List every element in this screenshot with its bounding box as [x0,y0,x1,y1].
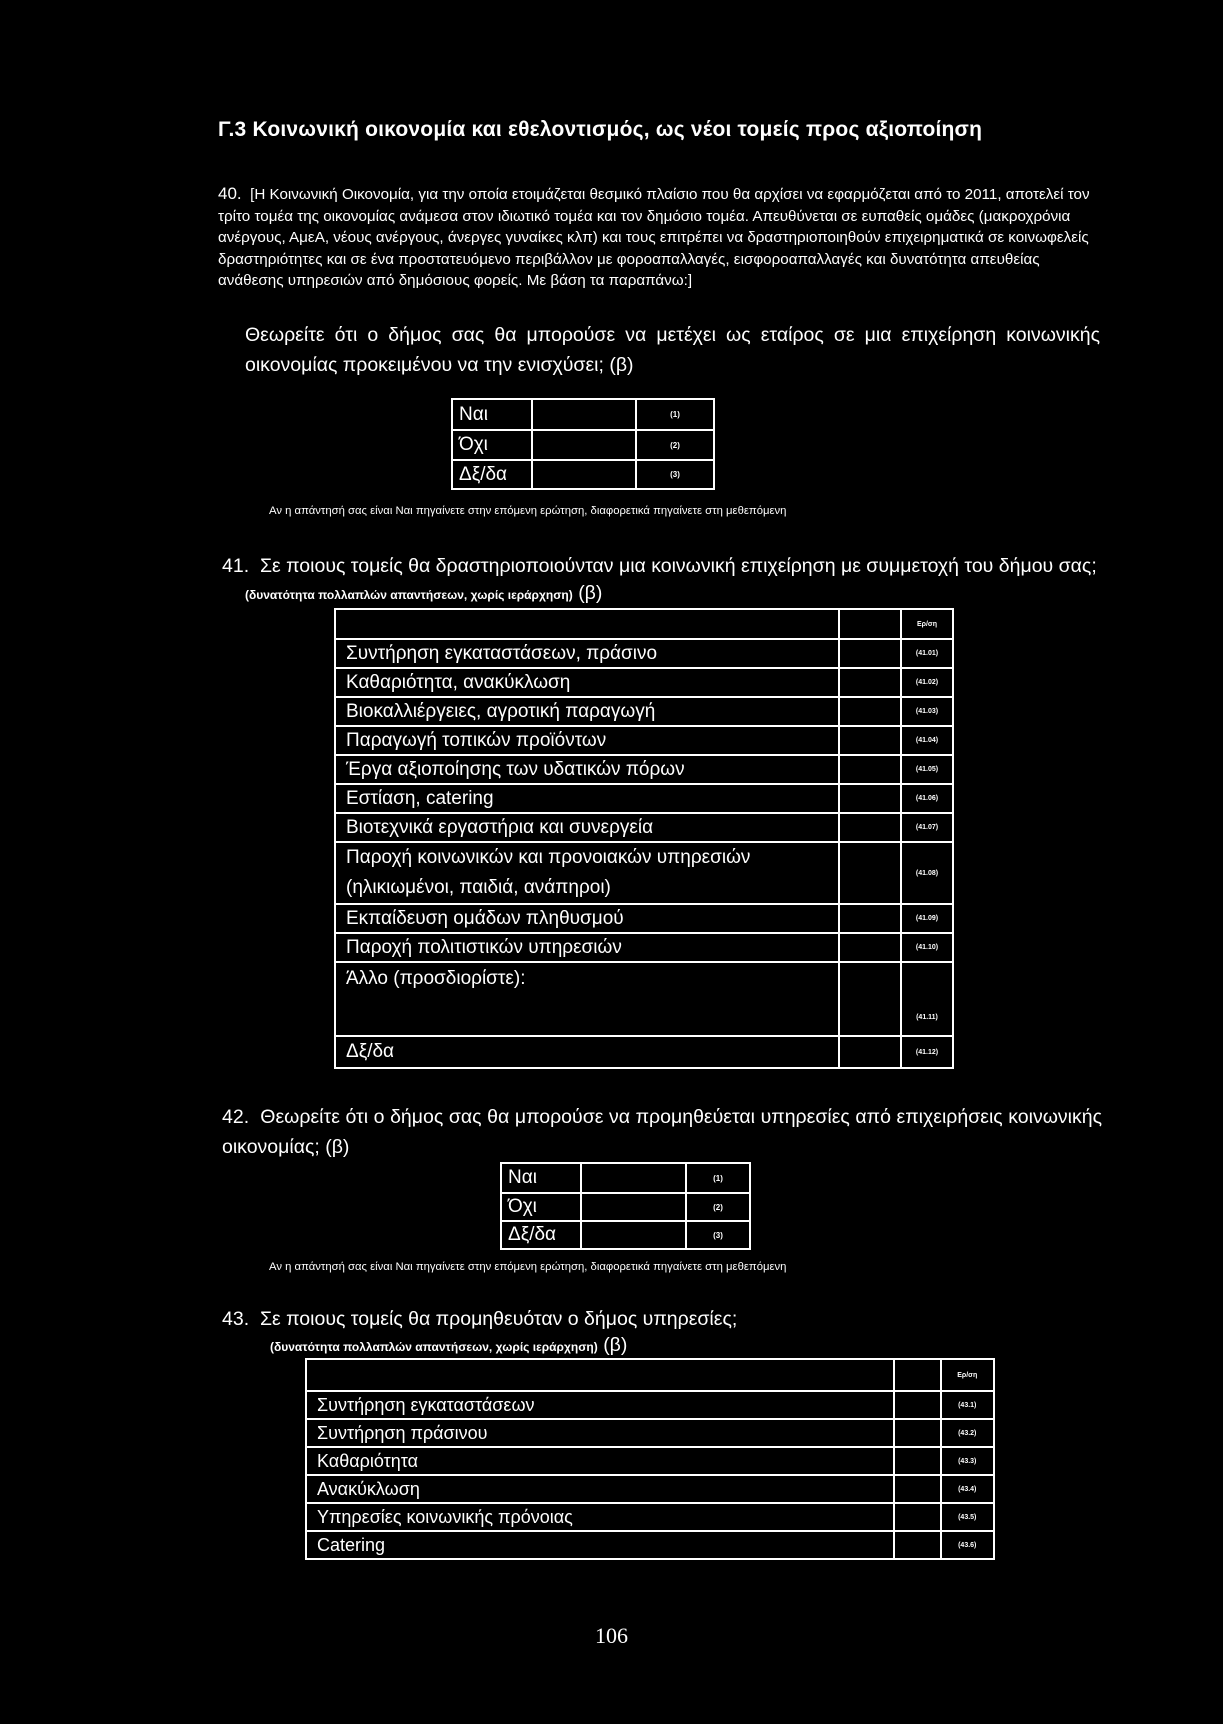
q43-row-label: Υπηρεσίες κοινωνικής πρόνοιας [306,1503,894,1531]
q43-header: Ερ/ση [941,1359,995,1391]
q42-option-row [501,1163,750,1193]
q40-option-box[interactable] [532,399,636,430]
q43-suffix: (β) [603,1334,628,1356]
q40-option-row [452,430,714,460]
q41-row-box[interactable] [839,784,901,813]
q43-row-box[interactable] [894,1503,940,1531]
q43-row [306,1475,994,1503]
q41-row-label: Παροχή πολιτιστικών υπηρεσιών [335,933,839,962]
q40-question: Θεωρείτε ότι ο δήμος σας θα μπορούσε να μετέχει ως εταίρος σε μια επιχείρηση κοινωνικής οικονομίας προκειμένου να την ενισχύσει; (β) [245,324,1100,376]
q41-row-label: Βιοτεχνικά εργαστήρια και συνεργεία [335,813,839,842]
q41-row-label: Εστίαση, catering [335,784,839,813]
q41-row-box[interactable] [839,668,901,697]
q41-row-box[interactable] [839,933,901,962]
q43-row-label: Catering [306,1531,894,1559]
q41-row-box[interactable] [839,697,901,726]
q41-row [335,668,953,697]
q43-row-box[interactable] [894,1447,940,1475]
q42-option-label: Δξ/δα [501,1221,581,1249]
q41-header: Ερ/ση [901,609,953,639]
q43-qualifier: (δυνατότητα πολλαπλών απαντήσεων, χωρίς ιεράρχηση) [270,1340,598,1354]
q43-row-box[interactable] [894,1475,940,1503]
q43-row-code: (43.1) [941,1391,995,1419]
q41-row-label: Έργα αξιοποίησης των υδατικών πόρων [335,755,839,784]
q40-option-box[interactable] [532,460,636,489]
q41-question-line1 [222,551,1097,581]
q41-row-code: (41.08) [901,842,953,904]
q42-option-label: Όχι [501,1193,581,1221]
q41-row-code: (41.10) [901,933,953,962]
q41-row-code: (41.07) [901,813,953,842]
q40-intro-block [218,183,1093,292]
q43-row-label: Ανακύκλωση [306,1475,894,1503]
q41-row [335,962,953,1036]
q43-row-code: (43.2) [941,1419,995,1447]
q41-row-box[interactable] [839,962,901,1036]
q43-row-code: (43.6) [941,1531,995,1559]
section-title: Γ.3 Κοινωνική οικονομία και εθελοντισμός, ως νέοι τομείς προς αξιοποίηση [218,118,983,141]
q40-number: 40. [218,184,242,203]
q41-suffix: (β) [578,582,603,604]
q41-row-box[interactable] [839,1036,901,1068]
q41-row-code: (41.04) [901,726,953,755]
q41-row-code: (41.01) [901,639,953,668]
q43-row-label: Συντήρηση εγκαταστάσεων [306,1391,894,1419]
q43-question: Σε ποιους τομείς θα προμηθευόταν ο δήμος υπηρεσίες; [259,1308,738,1330]
q43-row [306,1503,994,1531]
q41-row-label: Συντήρηση εγκαταστάσεων, πράσινο [335,639,839,668]
q41-row-code: (41.05) [901,755,953,784]
q42-question: Θεωρείτε ότι ο δήμος σας θα μπορούσε να προμηθεύεται υπηρεσίες από επιχειρήσεις κοινωνικής οικονομίας; (β) [222,1106,1102,1158]
q41-row-code: (41.02) [901,668,953,697]
q41-table [334,608,954,1069]
q40-skip-note: Αν η απάντησή σας είναι Ναι πηγαίνετε στην επόμενη ερώτηση, διαφορετικά πηγαίνετε στη μεθεπόμενη [269,505,787,517]
q43-row-label: Συντήρηση πράσινου [306,1419,894,1447]
q41-row-label: Καθαριότητα, ανακύκλωση [335,668,839,697]
q41-row-box[interactable] [839,842,901,904]
q41-row-box[interactable] [839,813,901,842]
q41-row-box[interactable] [839,726,901,755]
q41-row-code: (41.11) [901,962,953,1036]
q41-row [335,726,953,755]
q43-row [306,1419,994,1447]
q42-question-block [222,1102,1102,1162]
q42-number: 42. [222,1106,250,1128]
q42-skip-note: Αν η απάντησή σας είναι Ναι πηγαίνετε στην επόμενη ερώτηση, διαφορετικά πηγαίνετε στη μεθεπόμενη [269,1261,787,1273]
q43-row-code: (43.5) [941,1503,995,1531]
q41-row [335,904,953,933]
q42-option-box[interactable] [581,1163,686,1193]
q42-option-row [501,1193,750,1221]
q43-row [306,1391,994,1419]
q42-option-code: (2) [686,1193,750,1221]
q41-row [335,784,953,813]
q41-row [335,755,953,784]
q41-row-label-line2: (ηλικιωμένοι, παιδιά, ανάπηροι) [346,877,611,898]
q41-row-label: Άλλο (προσδιορίστε): [335,962,839,1036]
q43-number: 43. [222,1308,250,1330]
q41-row-code: (41.06) [901,784,953,813]
q43-row-box[interactable] [894,1419,940,1447]
q41-row [335,813,953,842]
q41-number: 41. [222,555,250,577]
q40-option-label: Ναι [452,399,532,430]
q41-question: Σε ποιους τομείς θα δραστηριοποιούνταν μια κοινωνική επιχείρηση με συμμετοχή του δήμου σας; [259,555,1097,577]
q40-option-row [452,399,714,430]
q40-answer-table [451,398,715,490]
q40-option-code: (1) [636,399,714,430]
q42-option-code: (3) [686,1221,750,1249]
q41-row-code: (41.09) [901,904,953,933]
q40-option-label: Δξ/δα [452,460,532,489]
q40-option-code: (2) [636,430,714,460]
q41-row-label: Εκπαίδευση ομάδων πληθυσμού [335,904,839,933]
page-number: 106 [595,1623,628,1648]
q43-row [306,1531,994,1559]
q41-row-box[interactable] [839,904,901,933]
q41-row [335,842,953,904]
q41-row-label-line1: Παροχή κοινωνικών και προνοιακών υπηρεσιών [346,847,751,868]
q41-row [335,639,953,668]
q41-row-code: (41.03) [901,697,953,726]
q41-row-box[interactable] [839,639,901,668]
q41-row-label: Δξ/δα [335,1036,839,1068]
q43-row-label: Καθαριότητα [306,1447,894,1475]
q40-option-box[interactable] [532,430,636,460]
q41-row-box[interactable] [839,755,901,784]
q40-option-label: Όχι [452,430,532,460]
q41-row [335,933,953,962]
q41-row [335,1036,953,1068]
q43-row [306,1447,994,1475]
q40-option-row [452,460,714,489]
q41-question-line2 [245,578,1105,610]
q41-row [335,697,953,726]
q42-option-box[interactable] [581,1193,686,1221]
q42-option-box[interactable] [581,1221,686,1249]
q42-option-label: Ναι [501,1163,581,1193]
q43-row-code: (43.3) [941,1447,995,1475]
q41-row-code: (41.12) [901,1036,953,1068]
q40-intro-text: [Η Κοινωνική Οικονομία, για την οποία ετοιμάζεται θεσμικό πλαίσιο που θα αρχίσει να εφαρμόζεται από το 2011, αποτελεί τον τρίτο τομέα της οικονομίας ανάμεσα στον ιδιωτικό τομέα και τον δημόσιο τομέα. Απευθύνεται σε ευπαθείς ομάδες (μακροχρόνια ανέργους, ΑμεΑ, νέους ανέργους, άνεργες γυναίκες κλπ) και τους επιτρέπει να δραστηριοποιηθούν επιχειρηματικά σε κοινωφελείς δραστηριότητες και σε ένα προστατευόμενο περιβάλλον με φοροαπαλλαγές, εισφοροαπαλλαγές και δυνατότητα απευθείας ανάθεσης υπηρεσιών από δημόσιους φορείς. Με βάση τα παραπάνω:] [218,186,1090,289]
q41-row-label: Παραγωγή τοπικών προϊόντων [335,726,839,755]
q42-option-code: (1) [686,1163,750,1193]
q43-row-box[interactable] [894,1391,940,1419]
q42-answer-table [500,1162,751,1250]
q40-option-code: (3) [636,460,714,489]
q41-qualifier: (δυνατότητα πολλαπλών απαντήσεων, χωρίς ιεράρχηση) [245,588,573,602]
q42-option-row [501,1221,750,1249]
q41-row-label: Βιοκαλλιέργειες, αγροτική παραγωγή [335,697,839,726]
q43-table [305,1358,995,1560]
q43-row-box[interactable] [894,1531,940,1559]
q41-row-label [335,842,839,904]
q43-row-code: (43.4) [941,1475,995,1503]
